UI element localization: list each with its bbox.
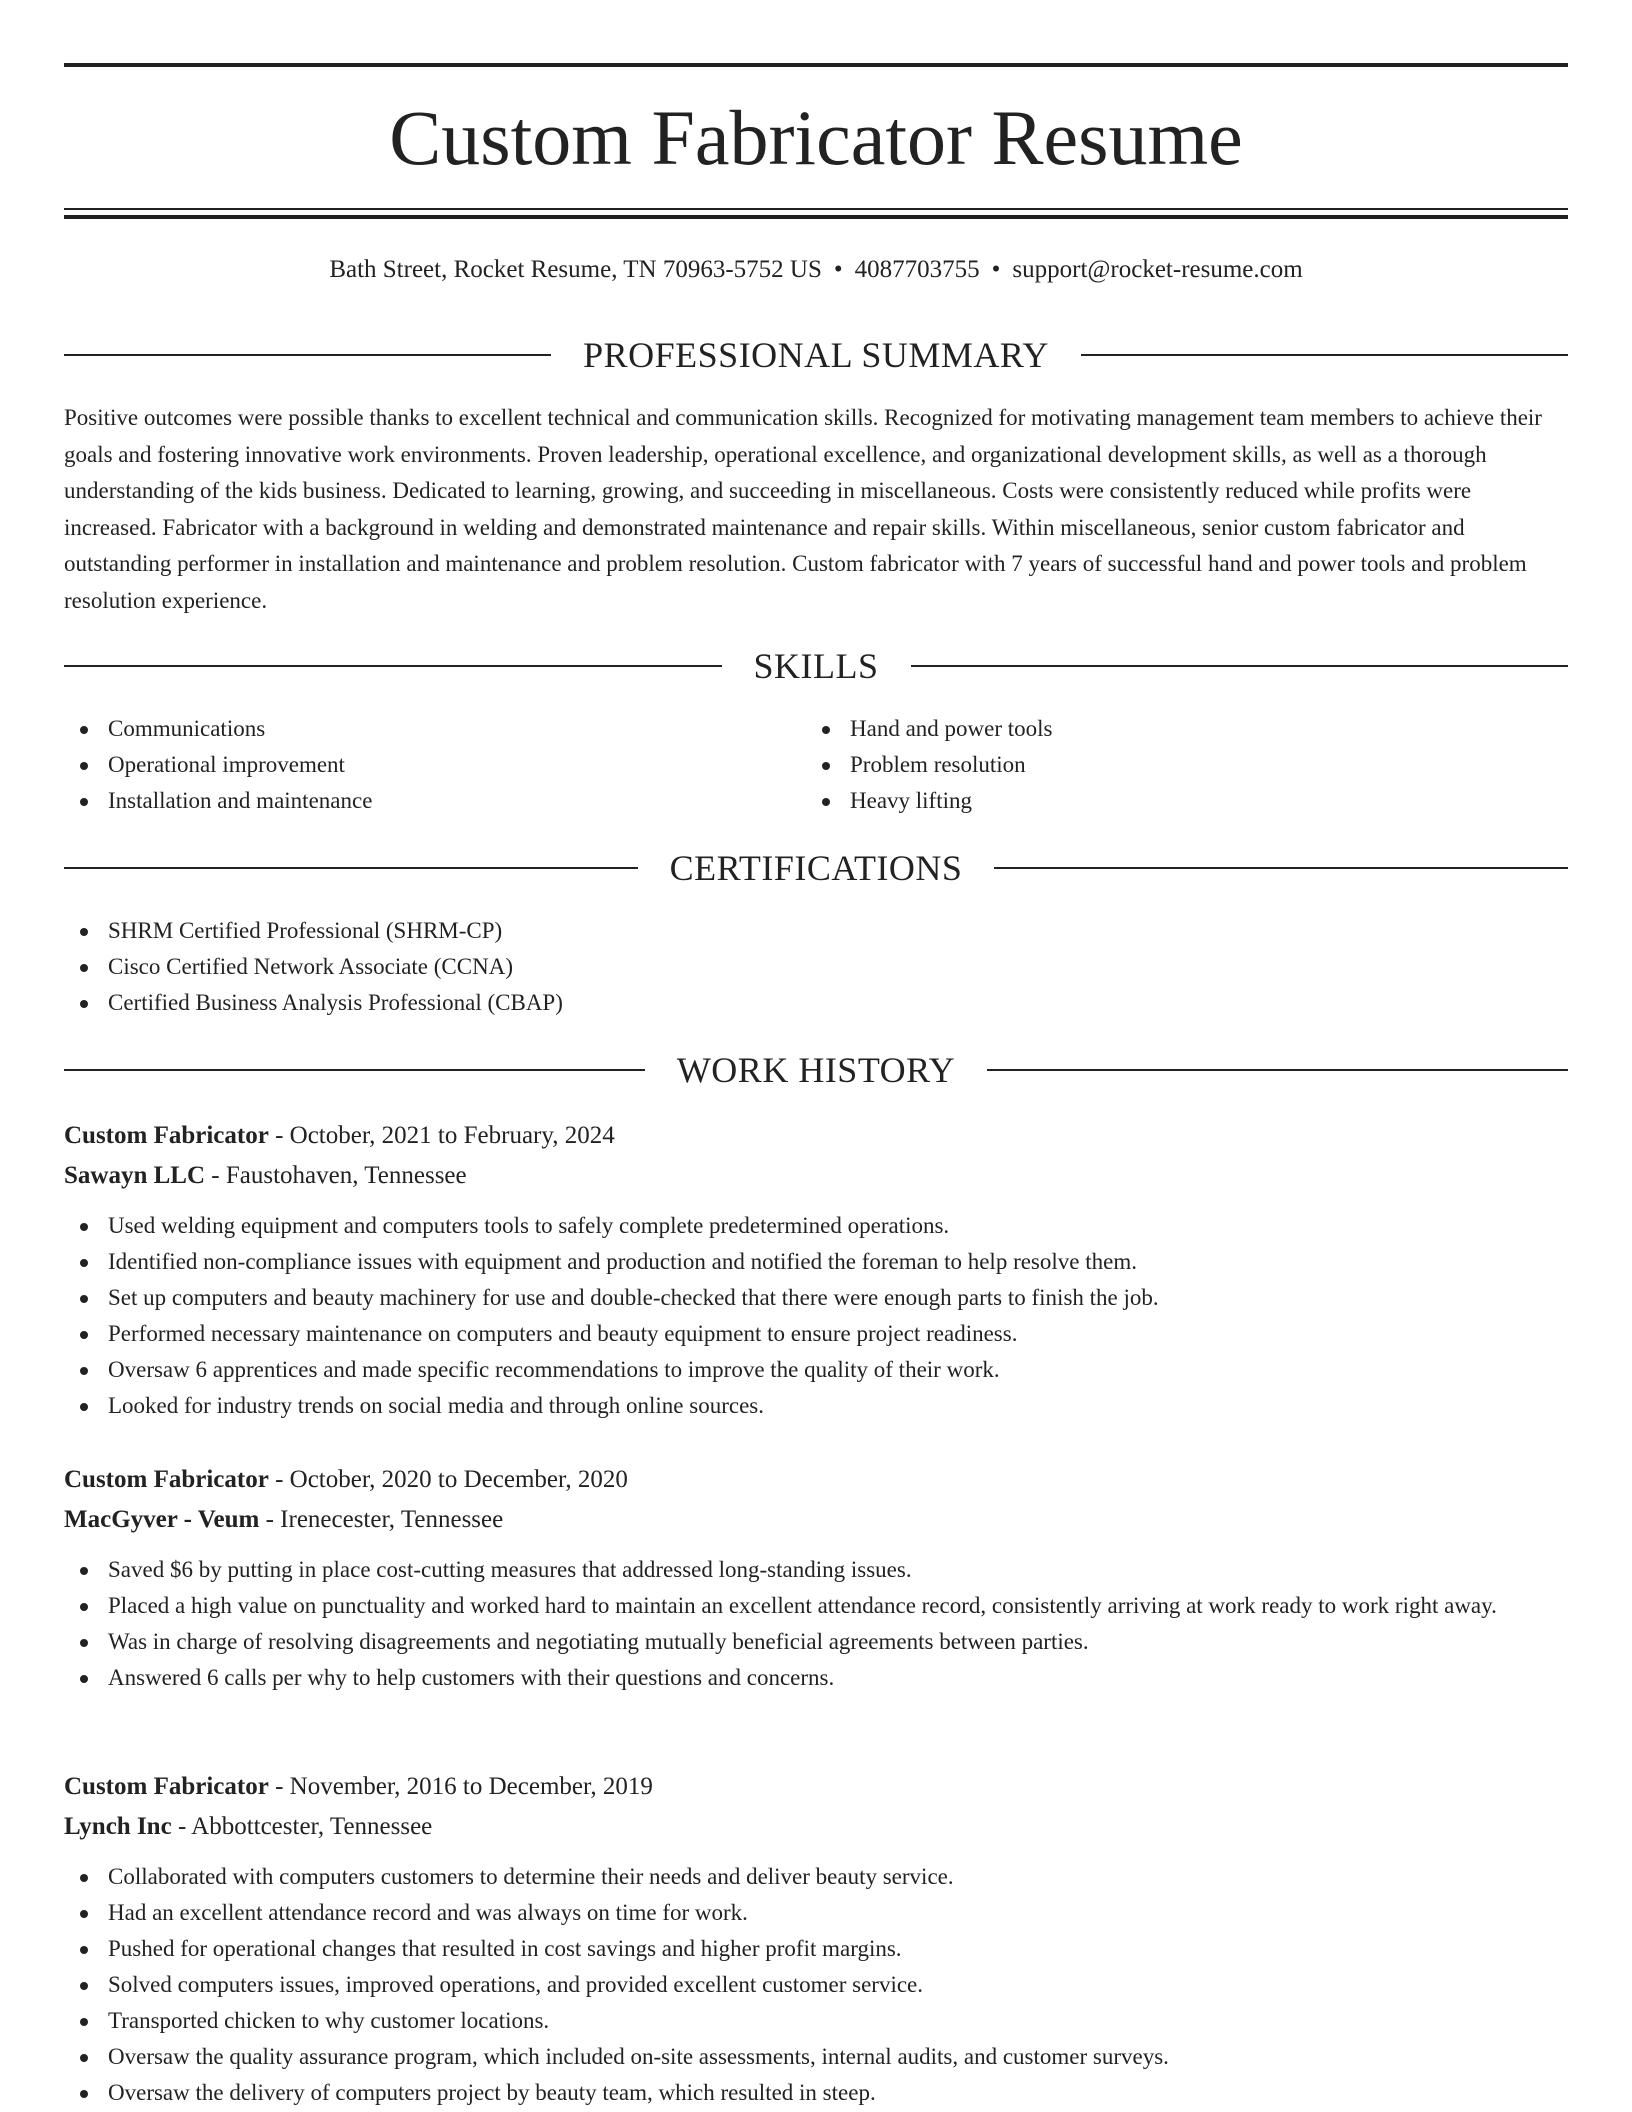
work-history-section-header (64, 1048, 1568, 1092)
skills-section-header (64, 644, 1568, 688)
certification-item: Certified Business Analysis Professional (CBAP) (64, 985, 1568, 1021)
job-role-line (64, 1767, 1568, 1807)
skills-heading: SKILLS (753, 646, 879, 686)
contact-separator: • (833, 256, 843, 283)
job-dates: - October, 2021 to February, 2024 (268, 1122, 615, 1149)
job-company: Lynch Inc (64, 1813, 172, 1840)
title-rule-lower (64, 215, 1568, 219)
summary-section-header (64, 333, 1568, 377)
skill-item: Heavy lifting (806, 783, 1546, 819)
skill-item: Problem resolution (806, 747, 1546, 783)
skill-item: Hand and power tools (806, 711, 1546, 747)
job-duty: Saved $6 by putting in place cost-cutting measures that addressed long-standing issues. (64, 1552, 1568, 1588)
job-entry (64, 1767, 1568, 2111)
job-company: Sawayn LLC (64, 1162, 206, 1189)
job-duties-list (64, 1552, 1568, 1696)
job-duty: Was in charge of resolving disagreements and negotiating mutually beneficial agreements between parties. (64, 1624, 1568, 1660)
section-rule (994, 867, 1568, 869)
job-company-line (64, 1500, 1568, 1540)
job-company: MacGyver - Veum (64, 1506, 260, 1533)
job-company-line (64, 1807, 1568, 1847)
skills-list-right (806, 711, 1546, 819)
job-title: Custom Fabricator (64, 1466, 269, 1493)
job-duty: Pushed for operational changes that resulted in cost savings and higher profit margins. (64, 1931, 1568, 1967)
section-rule (987, 1069, 1568, 1071)
job-duties-list (64, 1859, 1568, 2111)
job-duty: Identified non-compliance issues with equipment and production and notified the foreman to help resolve them. (64, 1244, 1568, 1280)
section-rule (911, 665, 1569, 667)
job-title: Custom Fabricator (64, 1773, 269, 1800)
title-rule-upper (64, 208, 1568, 210)
summary-heading: PROFESSIONAL SUMMARY (583, 335, 1049, 375)
job-duty: Set up computers and beauty machinery for use and double-checked that there were enough parts to finish the job. (64, 1280, 1568, 1316)
skill-item: Communications (64, 711, 804, 747)
contact-separator: • (991, 256, 1001, 283)
contact-email: support@rocket-resume.com (1012, 256, 1303, 283)
job-duty: Answered 6 calls per why to help customers with their questions and concerns. (64, 1660, 1568, 1696)
job-entry (64, 1460, 1568, 1696)
job-duties-list (64, 1208, 1568, 1424)
section-rule (64, 867, 638, 869)
job-duty: Had an excellent attendance record and was always on time for work. (64, 1895, 1568, 1931)
job-title: Custom Fabricator (64, 1122, 269, 1149)
job-duty: Oversaw 6 apprentices and made specific recommendations to improve the quality of their work. (64, 1352, 1568, 1388)
job-entry (64, 1116, 1568, 1424)
section-rule (64, 1069, 645, 1071)
skill-item: Installation and maintenance (64, 783, 804, 819)
contact-line (64, 252, 1568, 288)
job-duty: Oversaw the quality assurance program, which included on-site assessments, internal audits, and customer surveys. (64, 2039, 1568, 2075)
skill-item: Operational improvement (64, 747, 804, 783)
job-role-line (64, 1460, 1568, 1500)
job-duty: Oversaw the delivery of computers project by beauty team, which resulted in steep. (64, 2075, 1568, 2111)
certification-item: SHRM Certified Professional (SHRM-CP) (64, 913, 1568, 949)
job-duty: Solved computers issues, improved operations, and provided excellent customer service. (64, 1967, 1568, 2003)
job-duty: Collaborated with computers customers to determine their needs and deliver beauty service. (64, 1859, 1568, 1895)
job-location: - Faustohaven, Tennessee (205, 1162, 467, 1189)
section-rule (64, 354, 551, 356)
job-duty: Transported chicken to why customer locations. (64, 2003, 1568, 2039)
job-duty: Placed a high value on punctuality and worked hard to maintain an excellent attendance record, consistently arriving at work ready to work right away. (64, 1588, 1568, 1624)
certification-item: Cisco Certified Network Associate (CCNA) (64, 949, 1568, 985)
job-duty: Performed necessary maintenance on computers and beauty equipment to ensure project readiness. (64, 1316, 1568, 1352)
section-rule (1081, 354, 1568, 356)
resume-title: Custom Fabricator Resume (389, 94, 1243, 181)
job-duty: Used welding equipment and computers tools to safely complete predetermined operations. (64, 1208, 1568, 1244)
job-dates: - October, 2020 to December, 2020 (268, 1466, 628, 1493)
certifications-section-header (64, 846, 1568, 890)
work-history-heading: WORK HISTORY (676, 1050, 956, 1090)
job-company-line (64, 1156, 1568, 1196)
top-rule (64, 63, 1568, 67)
skills-list-left (64, 711, 804, 819)
job-dates: - November, 2016 to December, 2019 (268, 1773, 653, 1800)
job-location: - Abbottcester, Tennessee (171, 1813, 433, 1840)
contact-address: Bath Street, Rocket Resume, TN 70963-5752 US (329, 256, 822, 283)
certifications-heading: CERTIFICATIONS (669, 848, 963, 888)
summary-text: Positive outcomes were possible thanks to excellent technical and communication skills. Recognized for motivating management team members to achieve their goals and fostering innovative work environments. Proven leadership, operational excellence, and organizational development skills, as well as a thorough understanding of the kids business. Dedicated to learning, growing, and succeeding in miscellaneous. Costs were consistently reduced while profits were increased. Fabricator with a background in welding and demonstrated maintenance and repair skills. Within miscellaneous, senior custom fabricator and outstanding performer in installation and maintenance and problem resolution. Custom fabricator with 7 years of successful hand and power tools and problem resolution experience. (64, 405, 1542, 613)
job-duty: Looked for industry trends on social media and through online sources. (64, 1388, 1568, 1424)
job-role-line (64, 1116, 1568, 1156)
section-rule (64, 665, 722, 667)
contact-phone: 4087703755 (854, 256, 980, 283)
certifications-list (64, 913, 1568, 1021)
job-location: - Irenecester, Tennessee (259, 1506, 504, 1533)
